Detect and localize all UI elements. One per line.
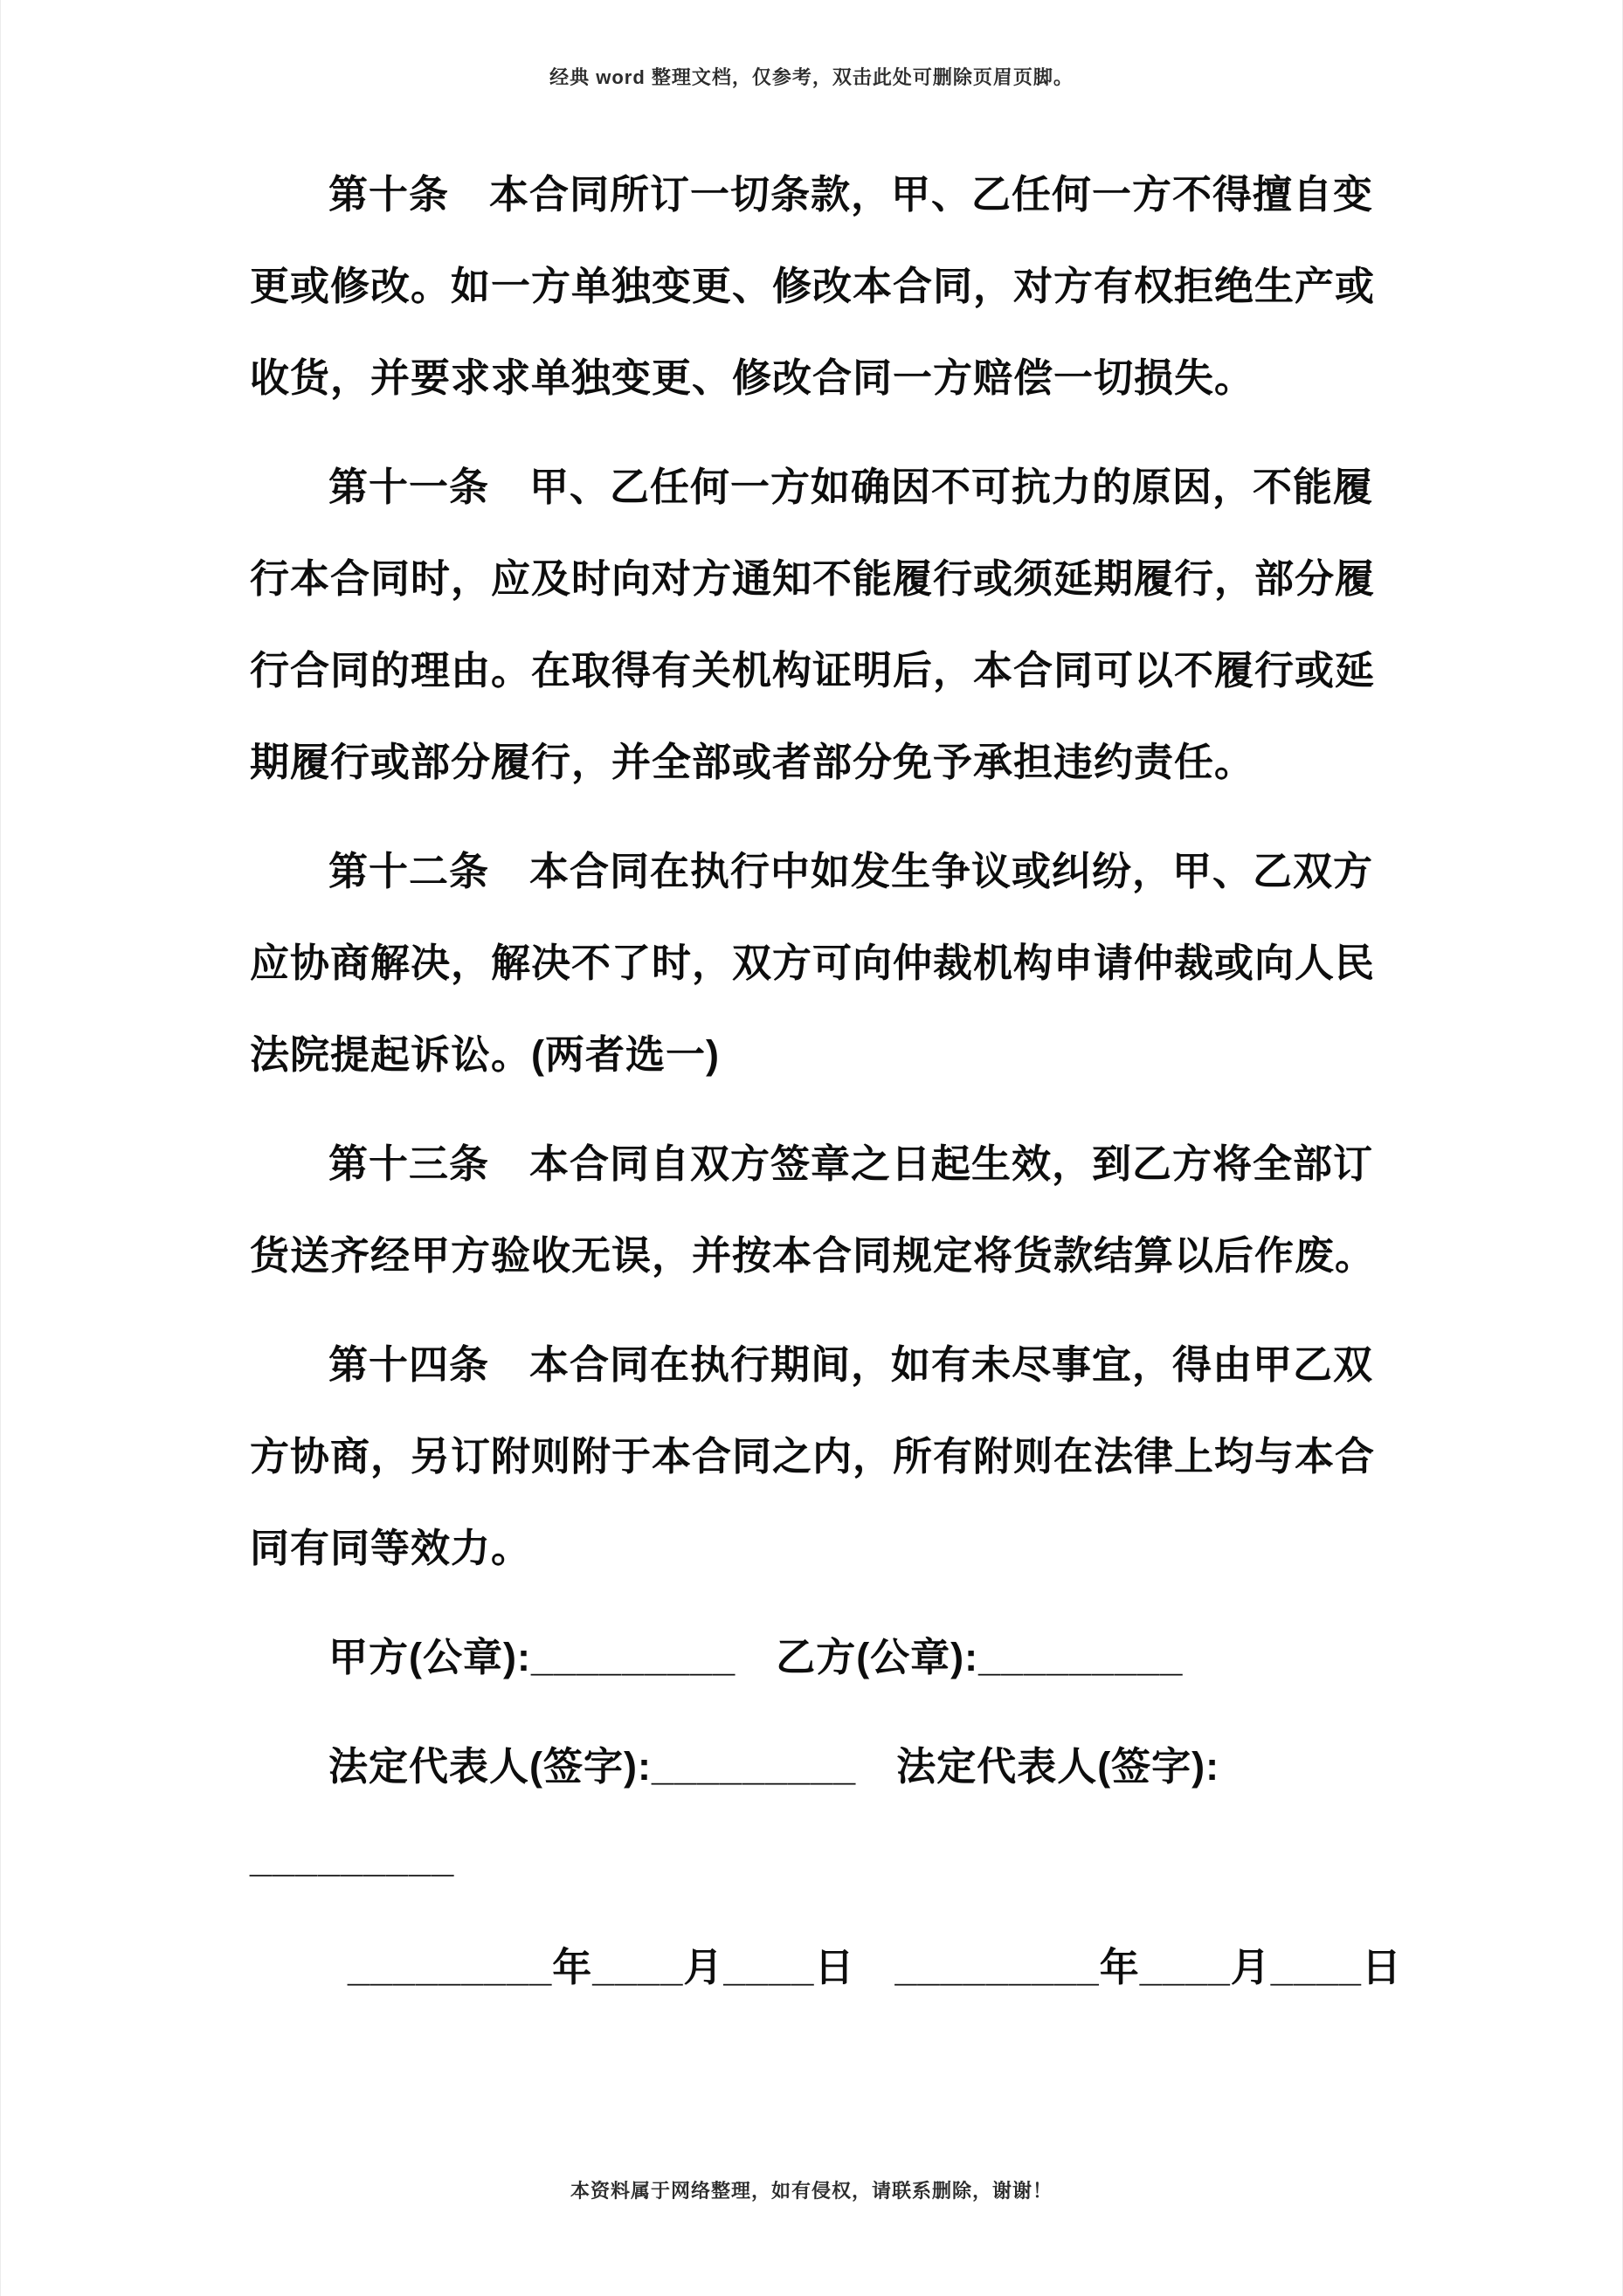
page-header-note[interactable]: 经典 word 整理文档，仅参考，双击此处可删除页眉页脚。	[549, 66, 1074, 88]
text-line: 第十四条 本合同在执行期间，如有未尽事宜，得由甲乙双	[328, 1342, 1374, 1387]
text-line: 第十三条 本合同自双方签章之日起生效，到乙方将全部订	[328, 1141, 1374, 1186]
text-line: 收货，并要求求单独变更、修改合同一方赔偿一切损失。	[250, 355, 1255, 400]
text-line: 行本合同时，应及时向对方通知不能履行或须延期履行，部分履	[250, 556, 1376, 601]
paragraph-article-12	[250, 825, 1385, 1100]
contract-body	[250, 148, 1402, 2031]
text-line: _________	[250, 1836, 455, 1880]
text-line: _________年____月____日 _________年____月____日	[348, 1945, 1402, 1989]
text-line: 第十一条 甲、乙任何一方如确因不可抗力的原因，不能履	[328, 465, 1374, 509]
text-line: 货送齐经甲方验收无误，并按本合同规定将货款结算以后作废。	[250, 1233, 1376, 1278]
text-line: 应协商解决，解决不了时，双方可向仲裁机构申请仲裁或向人民	[250, 941, 1376, 985]
text-line: 第十二条 本合同在执行中如发生争议或纠纷，甲、乙双方	[328, 849, 1374, 893]
text-line: 更或修改。如一方单独变更、修改本合同，对方有权拒绝生产或	[250, 264, 1376, 308]
paragraph-article-11	[250, 441, 1385, 808]
text-line: 法定代表人(签字):_________ 法定代表人(签字):	[328, 1744, 1220, 1789]
text-line: 行合同的理由。在取得有关机构证明后，本合同可以不履行或延	[250, 648, 1376, 693]
text-line: 甲方(公章):_________ 乙方(公章):_________	[328, 1635, 1184, 1679]
page-footer-note: 本资料属于网络整理，如有侵权，请联系删除，谢谢！	[570, 2180, 1053, 2202]
text-line: 同有同等效力。	[250, 1526, 532, 1570]
text-line: 法院提起诉讼。(两者选一)	[250, 1032, 720, 1077]
text-line: 第十条 本合同所订一切条款，甲、乙任何一方不得擅自变	[328, 172, 1374, 217]
paragraph-article-14	[250, 1319, 1385, 1594]
paragraph-signature-representatives	[250, 1720, 1385, 1904]
paragraph-article-13	[250, 1118, 1385, 1301]
paragraph-date-line	[250, 1921, 1402, 2013]
text-line: 方协商，另订附则附于本合同之内，所有附则在法律上均与本合	[250, 1434, 1376, 1479]
text-line: 期履行或部分履行，并全部或者部分免予承担违约责任。	[250, 740, 1255, 784]
paragraph-signature-seals	[250, 1611, 1385, 1703]
paragraph-article-10	[250, 148, 1385, 424]
